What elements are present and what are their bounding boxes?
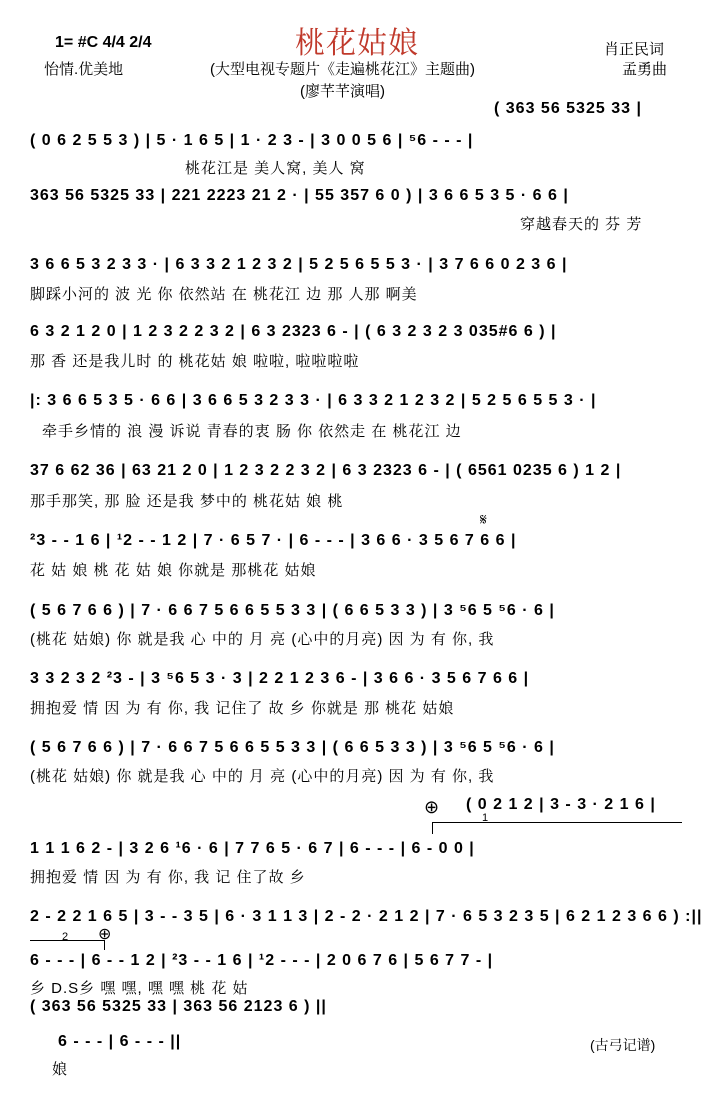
lyrics-line: 拥抱爱 情 因 为 有 你, 我 记住了 故 乡 你就是 那 桃花 姑娘 [30,700,455,717]
score-row: 6 3 2 1 2 0 | 1 2 3 2 2 3 2 | 6 3 2323 6 - | ( 6 3 2 3 2 3 035#6 6 ) | [30,323,557,340]
segno-mark: 𝄋 [480,512,487,529]
score-row: ( 363 56 5325 33 | 363 56 2123 6 ) || [30,998,327,1015]
score-row: |: 3 6 6 5 3 5 · 6 6 | 3 6 6 5 3 2 3 3 · | 6 3 3 2 1 2 3 2 | 5 2 5 6 5 5 3 · | [30,392,597,409]
song-title: 桃花姑娘 [295,27,419,60]
score-row: ( 5 6 7 6 6 ) | 7 · 6 6 7 5 6 6 5 5 3 3 | ( 6 6 5 3 3 ) | 3 ⁵6 5 ⁵6 · 6 | [30,602,555,619]
lyrics-line: 乡 D.S乡 嘿 嘿, 嘿 嘿 桃 花 姑 [30,980,249,997]
score-row: ( 363 56 5325 33 | [494,100,642,117]
score-row: ( 5 6 7 6 6 ) | 7 · 6 6 7 5 6 6 5 5 3 3 | ( 6 6 5 3 3 ) | 3 ⁵6 5 ⁵6 · 6 | [30,739,555,756]
volta-2-label: 2 [62,931,69,943]
lyrics-line: (桃花 姑娘) 你 就是我 心 中的 月 亮 (心中的月亮) 因 为 有 你, 我 [30,631,495,648]
lyrics-line: 穿越春天的 芬 芳 [520,216,643,233]
lyrics-line: 娘 [52,1061,69,1078]
lyrics-line: 桃花江是 美人窝, 美人 窝 [185,160,366,177]
composer: 孟勇曲 [622,61,668,78]
lyrics-line: 那 香 还是我儿时 的 桃花姑 娘 啦啦, 啦啦啦啦 [30,353,360,370]
coda-mark: ⊕ [424,797,440,817]
subtitle: (大型电视专题片《走遍桃花江》主题曲) [210,61,475,78]
coda-mark: ⊕ [98,926,112,943]
volta-bracket [432,822,433,834]
score-row: 3 3 2 3 2 ²3 - | 3 ⁵6 5 3 · 3 | 2 2 1 2 3 6 - | 3 6 6 · 3 5 6 7 6 6 | [30,670,530,687]
score-row: ( 0 6 2 5 5 3 ) | 5 · 1 6 5 | 1 · 2 3 - | 3 0 0 5 6 | ⁵6 - - - | [30,132,474,149]
performer: (廖芊芊演唱) [300,83,385,100]
score-row: 1 1 1 6 2 - | 3 2 6 ¹6 · 6 | 7 7 6 5 · 6 7 | 6 - - - | 6 - 0 0 | [30,840,475,857]
volta-bracket [432,822,682,823]
score-row: 6 - - - | 6 - - 1 2 | ²3 - - 1 6 | ¹2 - - - | 2 0 6 7 6 | 5 6 7 7 - | [30,952,494,969]
key-signature: 1= #C 4/4 2/4 [55,34,152,51]
score-row: ( 0 2 1 2 | 3 - 3 · 2 1 6 | [466,796,656,813]
lyrics-line: 花 姑 娘 桃 花 姑 娘 你就是 那桃花 姑娘 [30,562,317,579]
score-row: ²3 - - 1 6 | ¹2 - - 1 2 | 7 · 6 5 7 · | 6 - - - | 3 6 6 · 3 5 6 7 6 6 | [30,532,517,549]
transcriber-credit: (古弓记谱) [590,1037,656,1053]
lyrics-line: 拥抱爱 情 因 为 有 你, 我 记 住了故 乡 [30,869,306,886]
lyrics-line: (桃花 姑娘) 你 就是我 心 中的 月 亮 (心中的月亮) 因 为 有 你, 我 [30,768,495,785]
score-row: 363 56 5325 33 | 221 2223 21 2 · | 55 357 6 0 ) | 3 6 6 5 3 5 · 6 6 | [30,187,569,204]
score-row: 6 - - - | 6 - - - || [58,1033,182,1050]
volta-1-label: 1 [482,812,489,824]
lyrics-line: 那手那笑, 那 脸 还是我 梦中的 桃花姑 娘 桃 [30,493,344,510]
lyricist: 肖正民词 [604,41,665,58]
score-row: 37 6 62 36 | 63 21 2 0 | 1 2 3 2 2 3 2 | 6 3 2323 6 - | ( 6561 0235 6 ) 1 2 | [30,462,622,479]
score-row: 3 6 6 5 3 2 3 3 · | 6 3 3 2 1 2 3 2 | 5 2 5 6 5 5 3 · | 3 7 6 6 0 2 3 6 | [30,256,568,273]
score-row: 2 - 2 2 1 6 5 | 3 - - 3 5 | 6 · 3 1 1 3 | 2 - 2 · 2 1 2 | 7 · 6 5 3 2 3 5 | 6 2 1 2 3 6 6 ) :|| [30,908,703,925]
lyrics-line: 脚踩小河的 波 光 你 依然站 在 桃花江 边 那 人那 啊美 [30,286,418,303]
tempo-mood: 怡情.优美地 [44,61,124,78]
lyrics-line: 牵手乡情的 浪 漫 诉说 青春的衷 肠 你 依然走 在 桃花江 边 [42,423,462,440]
